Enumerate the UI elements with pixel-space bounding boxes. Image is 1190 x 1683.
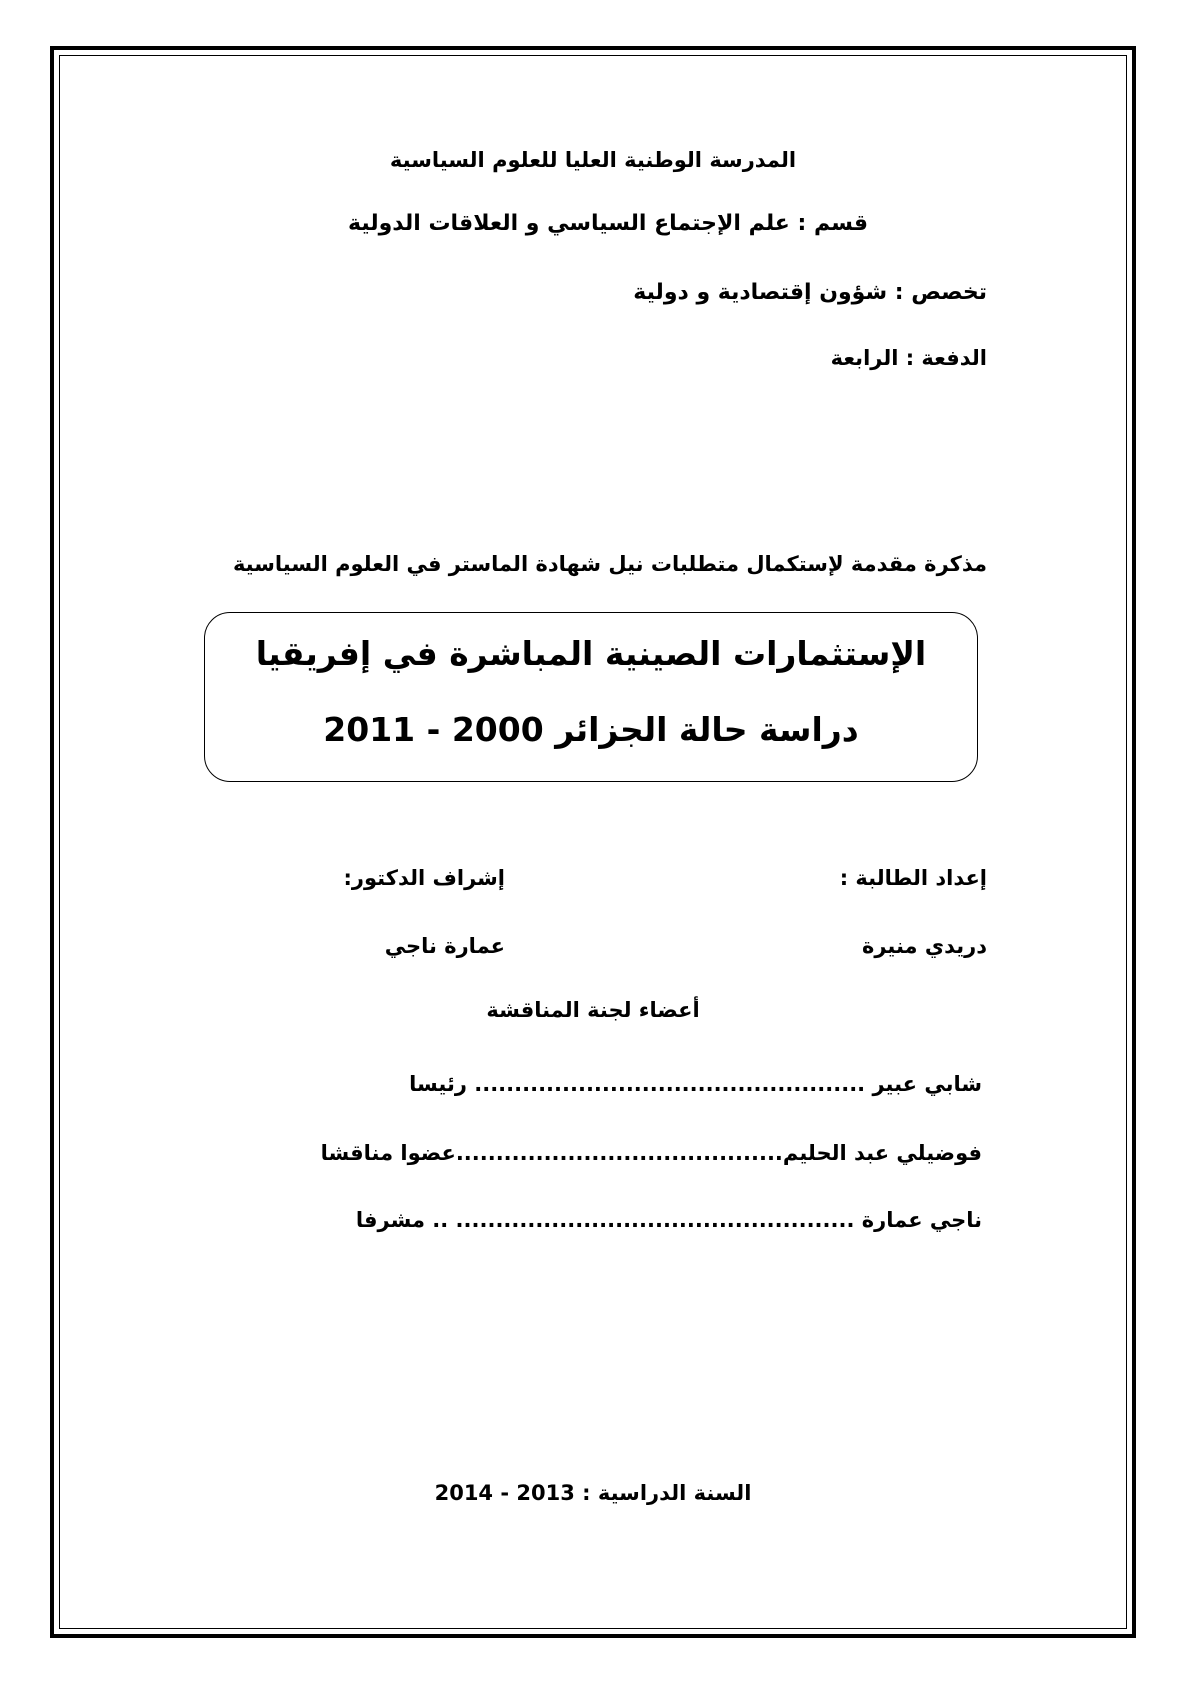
department-line: قسم : علم الإجتماع السياسي و العلاقات الدولية	[348, 211, 868, 236]
specialty-line: تخصص : شؤون إقتصادية و دولية	[633, 280, 987, 305]
committee-member-supervisor: ناجي عمارة .................................................. .. مشرفا	[355, 1208, 982, 1232]
committee-member-examiner: فوضيلي عبد الحليم.........................................عضوا مناقشا	[320, 1141, 982, 1165]
school-name: المدرسة الوطنية العليا للعلوم السياسية	[389, 148, 797, 172]
committee-member-chair: شابي عبير ................................................. رئيسا	[409, 1072, 982, 1096]
academic-year: السنة الدراسية : 2013 - 2014	[434, 1481, 752, 1505]
committee-heading: أعضاء لجنة المناقشة	[486, 998, 700, 1022]
supervisor-name: عمارة ناجي	[384, 934, 505, 958]
thesis-description: مذكرة مقدمة لإستكمال متطلبات نيل شهادة الماستر في العلوم السياسية	[232, 552, 987, 576]
supervisor-label: إشراف الدكتور:	[343, 866, 505, 890]
thesis-title: الإستثمارات الصينية المباشرة في إفريقيا	[255, 634, 927, 673]
student-name: دريدي منيرة	[861, 934, 987, 958]
batch-line: الدفعة : الرابعة	[830, 346, 987, 370]
thesis-title-box	[204, 612, 978, 782]
thesis-subtitle: دراسة حالة الجزائر 2000 - 2011	[323, 710, 859, 749]
student-label: إعداد الطالبة :	[839, 866, 987, 890]
